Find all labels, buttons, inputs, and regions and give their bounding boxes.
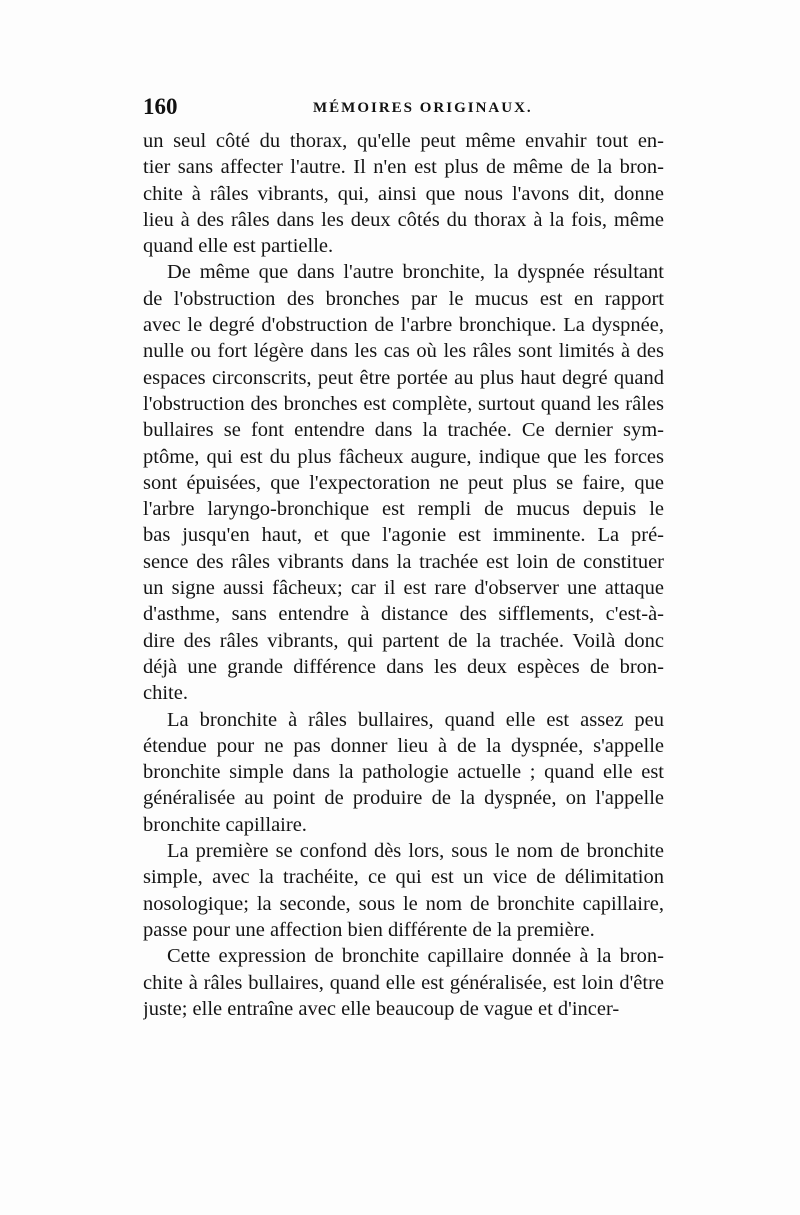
text-line: chite.	[143, 682, 188, 705]
text-line: ptôme, qui est du plus fâcheux augure, indique que les forces	[143, 445, 664, 468]
text-line: chite à râles vibrants, qui, ainsi que nous l'avons dit, donne	[143, 182, 664, 205]
text-line: tier sans affecter l'autre. Il n'en est plus de même de la bron-	[143, 156, 664, 179]
text-line: d'asthme, sans entendre à distance des sifflements, c'est-à-	[143, 603, 664, 626]
text-line: sont épuisées, que l'expectoration ne peut plus se faire, que	[143, 471, 664, 494]
text-line: nosologique; la seconde, sous le nom de bronchite capillaire,	[143, 892, 664, 915]
running-head	[143, 94, 663, 124]
text-line: bullaires se font entendre dans la trachée. Ce dernier sym-	[143, 419, 664, 442]
page-number: 160	[143, 94, 178, 119]
paragraph	[143, 838, 664, 943]
running-title: MÉMOIRES ORIGINAUX.	[313, 100, 533, 116]
body-text	[143, 128, 664, 1022]
text-line: bronchite simple dans la pathologie actuelle ; quand elle est	[143, 761, 664, 784]
paragraph	[143, 943, 664, 1022]
paragraph	[143, 259, 664, 706]
text-line: bronchite capillaire.	[143, 813, 307, 836]
text-line: chite à râles bullaires, quand elle est généralisée, est loin d'être	[143, 971, 664, 994]
text-line: l'obstruction des bronches est complète, surtout quand les râles	[143, 392, 664, 415]
text-line: simple, avec la trachéite, ce qui est un vice de délimitation	[143, 866, 664, 889]
text-line: bas jusqu'en haut, et que l'agonie est imminente. La pré-	[143, 524, 664, 547]
text-line: Cette expression de bronchite capillaire donnée à la bron-	[167, 945, 664, 968]
text-line: quand elle est partielle.	[143, 235, 334, 258]
text-line: lieu à des râles dans les deux côtés du thorax à la fois, même	[143, 208, 664, 231]
text-line: un seul côté du thorax, qu'elle peut même envahir tout en-	[143, 130, 664, 152]
text-line: La première se confond dès lors, sous le nom de bronchite	[167, 840, 664, 863]
text-line: nulle ou fort légère dans les cas où les râles sont limités à des	[143, 340, 664, 363]
text-line: dire des râles vibrants, qui partent de la trachée. Voilà donc	[143, 629, 664, 652]
text-line: l'arbre laryngo-bronchique est rempli de mucus depuis le	[143, 498, 664, 521]
text-line: étendue pour ne pas donner lieu à de la dyspnée, s'appelle	[143, 734, 664, 757]
paragraph	[143, 707, 664, 838]
text-line: espaces circonscrits, peut être portée au plus haut degré quand	[143, 366, 664, 389]
text-line: passe pour une affection bien différente de la première.	[143, 918, 595, 941]
text-line: De même que dans l'autre bronchite, la dyspnée résultant	[167, 261, 664, 284]
text-line: juste; elle entraîne avec elle beaucoup de vague et d'incer-	[143, 997, 620, 1020]
text-line: déjà une grande différence dans les deux espèces de bron-	[143, 655, 664, 678]
text-line: de l'obstruction des bronches par le mucus est en rapport	[143, 287, 664, 310]
paragraph	[143, 128, 664, 259]
text-line: sence des râles vibrants dans la trachée est loin de constituer	[143, 550, 664, 573]
text-line: généralisée au point de produire de la dyspnée, on l'appelle	[143, 787, 664, 810]
text-line: un signe aussi fâcheux; car il est rare d'observer une attaque	[143, 577, 664, 600]
text-line: La bronchite à râles bullaires, quand elle est assez peu	[167, 708, 664, 731]
text-line: avec le degré d'obstruction de l'arbre bronchique. La dyspnée,	[143, 314, 664, 337]
